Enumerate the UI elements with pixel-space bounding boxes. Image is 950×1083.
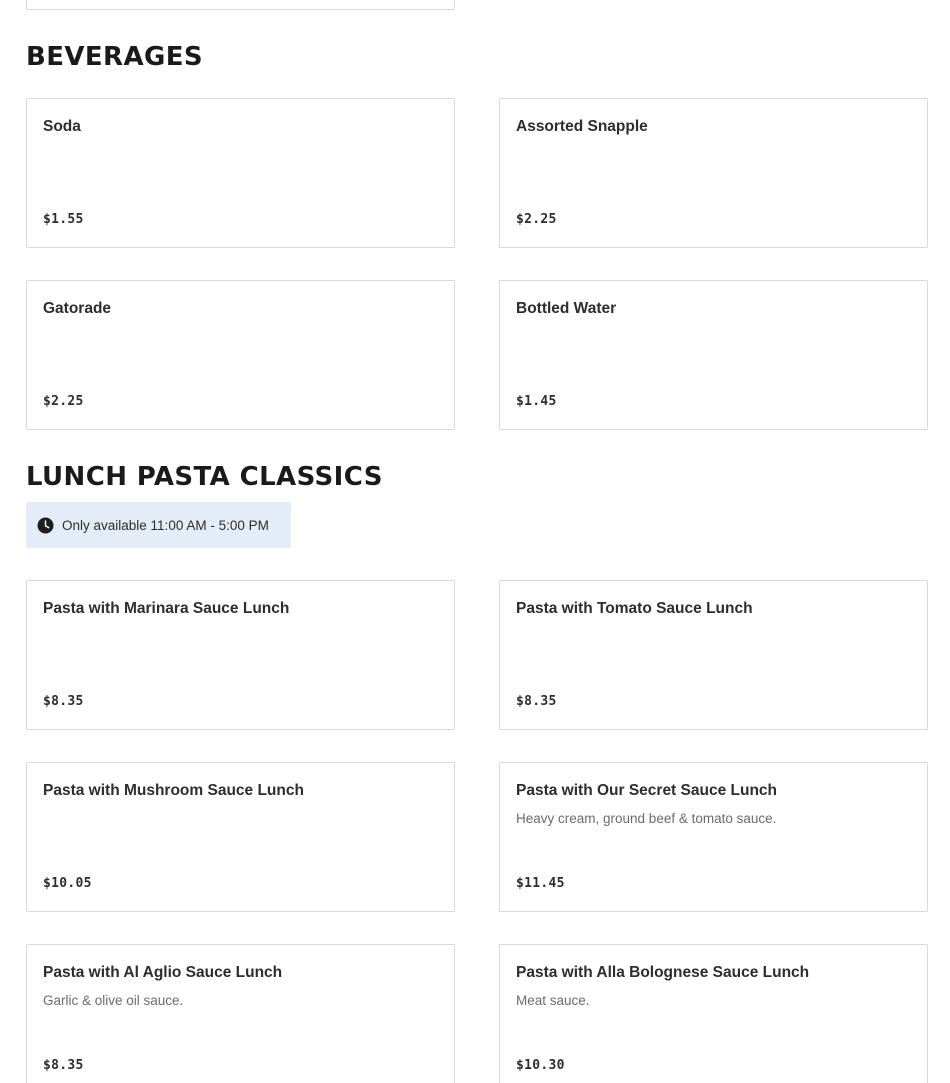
menu-item-price: $2.25 (43, 394, 84, 409)
menu-item-card[interactable] (26, 580, 455, 730)
menu-item-description: Meat sauce. (516, 993, 590, 1008)
menu-item-card[interactable] (26, 98, 455, 248)
menu-item-name: Assorted Snapple (516, 118, 648, 135)
section-title-lunch-pasta-classics: LUNCH PASTA CLASSICS (26, 462, 383, 492)
availability-notice (26, 502, 291, 548)
menu-item-name: Pasta with Tomato Sauce Lunch (516, 600, 753, 617)
menu-item-card[interactable] (499, 762, 928, 912)
menu-item-card[interactable] (499, 944, 928, 1083)
menu-item-price: $10.05 (43, 876, 92, 891)
menu-item-card[interactable] (499, 98, 928, 248)
menu-item-description: Heavy cream, ground beef & tomato sauce. (516, 811, 777, 826)
menu-item-card[interactable] (26, 762, 455, 912)
menu-item-card[interactable] (499, 580, 928, 730)
clock-icon (37, 517, 54, 534)
menu-item-price: $11.45 (516, 876, 565, 891)
menu-item-card[interactable] (499, 280, 928, 430)
menu-item-card[interactable] (26, 944, 455, 1083)
menu-item-price: $1.45 (516, 394, 557, 409)
menu-item-name: Pasta with Mushroom Sauce Lunch (43, 782, 304, 799)
menu-item-price: $2.25 (516, 212, 557, 227)
menu-item-name: Soda (43, 118, 81, 135)
menu-item-price: $8.35 (43, 694, 84, 709)
menu-item-price: $8.35 (43, 1058, 84, 1073)
availability-text: Only available 11:00 AM - 5:00 PM (62, 517, 269, 533)
menu-item-price: $8.35 (516, 694, 557, 709)
menu-item-name: Pasta with Alla Bolognese Sauce Lunch (516, 964, 810, 981)
menu-item-name: Pasta with Our Secret Sauce Lunch (516, 782, 777, 799)
menu-item-price: $1.55 (43, 212, 84, 227)
menu-item-name: Gatorade (43, 300, 112, 317)
menu-item-price: $10.30 (516, 1058, 565, 1073)
menu-item-card[interactable] (26, 280, 455, 430)
menu-item-name: Pasta with Al Aglio Sauce Lunch (43, 964, 283, 981)
section-title-beverages: BEVERAGES (26, 42, 204, 72)
menu-item-name: Bottled Water (516, 300, 617, 317)
menu-item-name: Pasta with Marinara Sauce Lunch (43, 600, 290, 617)
menu-item-card-partial[interactable] (26, 0, 455, 10)
menu-item-description: Garlic & olive oil sauce. (43, 993, 184, 1008)
